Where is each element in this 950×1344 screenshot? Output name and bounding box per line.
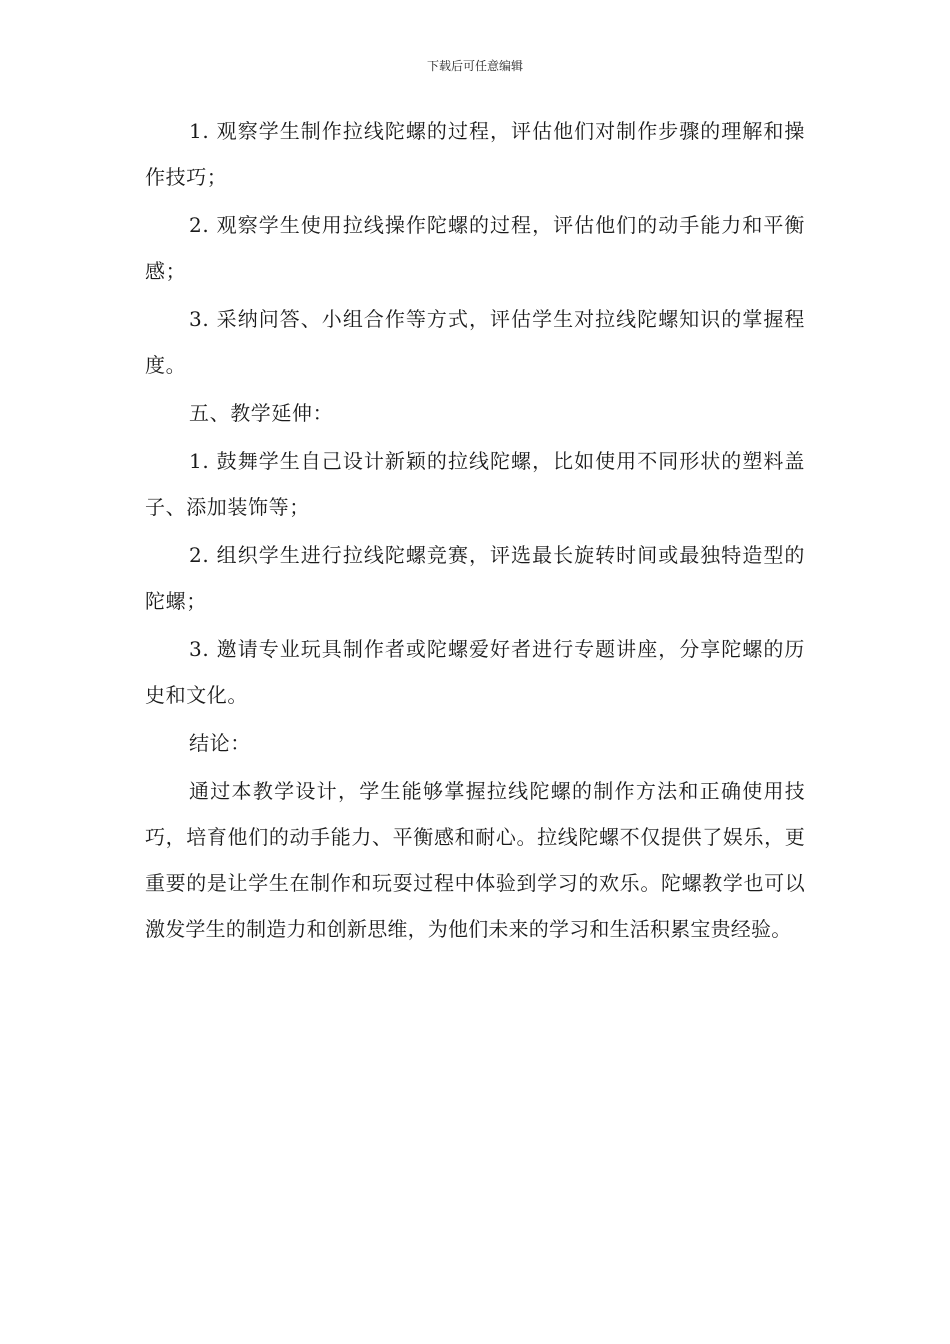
extension-item-3: 3. 邀请专业玩具制作者或陀螺爱好者进行专题讲座，分享陀螺的历史和文化。 [145,637,805,707]
evaluation-item-3: 3. 采纳问答、小组合作等方式，评估学生对拉线陀螺知识的掌握程度。 [145,307,805,377]
evaluation-item-2: 2. 观察学生使用拉线操作陀螺的过程，评估他们的动手能力和平衡感； [145,213,805,283]
conclusion-paragraph: 通过本教学设计，学生能够掌握拉线陀螺的制作方法和正确使用技巧，培育他们的动手能力、平衡感和耐心。拉线陀螺不仅提供了娱乐，更重要的是让学生在制作和玩耍过程中体验到学习的欢乐。陀螺教学也可以激发学生的制造力和创新思维，为他们未来的学习和生活积累宝贵经验。 [145,779,805,941]
extension-item-1: 1. 鼓舞学生自己设计新颖的拉线陀螺，比如使用不同形状的塑料盖子、添加装饰等； [145,449,805,519]
evaluation-item-1: 1. 观察学生制作拉线陀螺的过程，评估他们对制作步骤的理解和操作技巧； [145,119,805,189]
document-body [145,108,805,954]
section-heading-extension: 五、教学延伸： [189,401,334,425]
page-header: 下载后可任意编辑 [426,59,523,73]
extension-item-2: 2. 组织学生进行拉线陀螺竞赛，评选最长旋转时间或最独特造型的陀螺； [145,543,805,613]
section-heading-conclusion: 结论： [189,731,251,755]
